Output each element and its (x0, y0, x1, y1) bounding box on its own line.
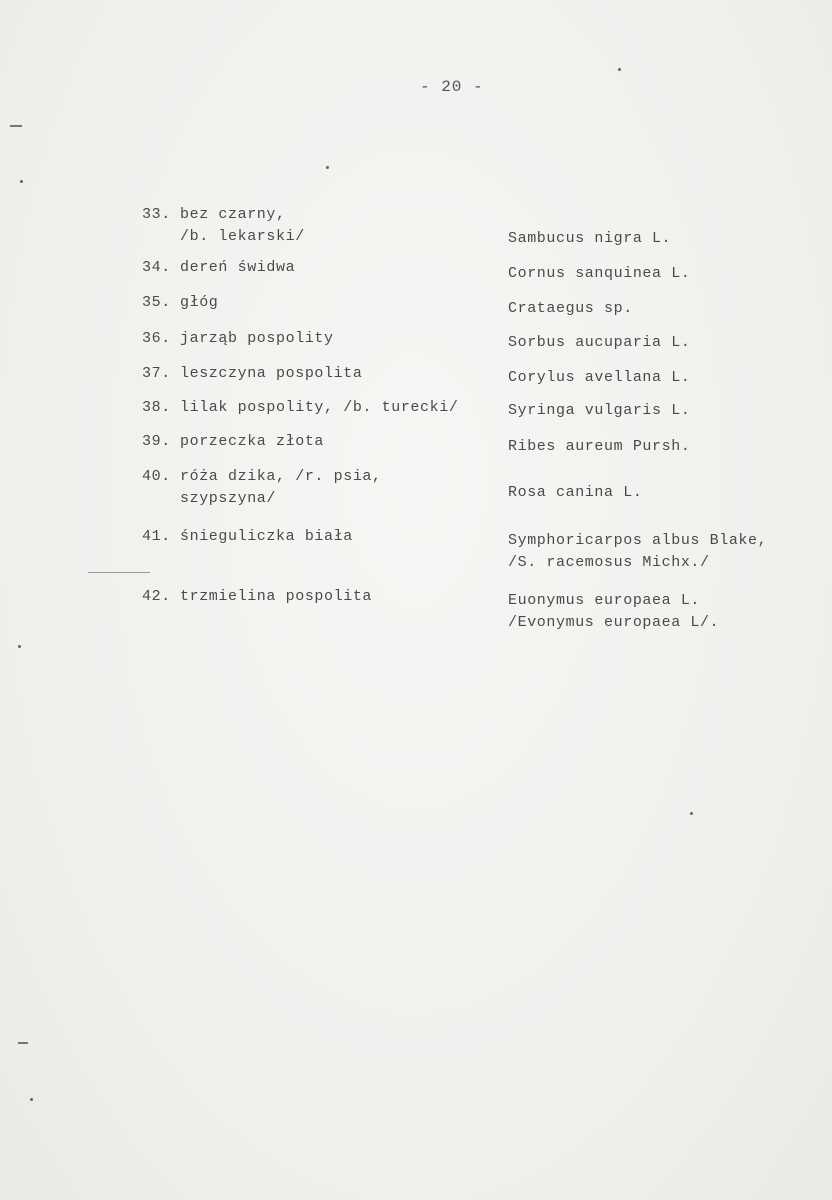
entry-number: 37. (142, 365, 171, 382)
scan-speck (30, 1098, 33, 1101)
entry-37-polish (142, 363, 362, 385)
latin-name: Symphoricarpos albus Blake, (508, 532, 768, 549)
polish-name: porzeczka złota (180, 433, 325, 450)
entry-number: 36. (142, 330, 171, 347)
polish-name-alt: szypszyna/ (180, 490, 277, 507)
polish-name: śnieguliczka biała (180, 528, 353, 545)
entry-number: 38. (142, 399, 171, 416)
entry-41-latin (508, 530, 767, 574)
entry-number: 42. (142, 588, 171, 605)
polish-name: leszczyna pospolita (180, 365, 363, 382)
entry-number: 39. (142, 433, 171, 450)
entry-38-polish (142, 397, 458, 419)
entry-number: 35. (142, 294, 171, 311)
polish-name: jarząb pospolity (180, 330, 334, 347)
entry-34-polish (142, 257, 295, 279)
polish-name: trzmielina pospolita (180, 588, 373, 605)
entry-42-polish (142, 586, 372, 608)
entry-number: 40. (142, 468, 171, 485)
entry-39-latin: Ribes aureum Pursh. (508, 438, 691, 455)
entry-34-latin: Cornus sanquinea L. (508, 265, 691, 282)
scan-speck (20, 180, 23, 183)
polish-name-alt: /b. lekarski/ (180, 228, 305, 245)
scan-speck (690, 812, 693, 815)
polish-name: bez czarny, (180, 206, 286, 223)
scan-speck (618, 68, 621, 71)
polish-name: głóg (180, 294, 219, 311)
scan-mark (10, 125, 22, 127)
scan-mark (88, 572, 150, 573)
entry-42-latin (508, 590, 719, 634)
scan-speck (326, 166, 329, 169)
polish-name: róża dzika, /r. psia, (180, 468, 382, 485)
entry-number: 41. (142, 528, 171, 545)
entry-40-polish (142, 466, 382, 510)
polish-name: dereń świdwa (180, 259, 296, 276)
entry-35-latin: Crataegus sp. (508, 300, 633, 317)
scan-speck (18, 645, 21, 648)
entry-37-latin: Corylus avellana L. (508, 369, 691, 386)
entry-35-polish (142, 292, 218, 314)
entry-number: 33. (142, 206, 171, 223)
latin-name: Euonymus europaea L. (508, 592, 701, 609)
latin-synonym: /S. racemosus Michx./ (508, 554, 710, 571)
scan-mark (18, 1042, 28, 1044)
polish-name: lilak pospolity, /b. turecki/ (180, 399, 459, 416)
entry-39-polish (142, 431, 324, 453)
latin-synonym: /Evonymus europaea L/. (508, 614, 720, 631)
entry-36-latin: Sorbus aucuparia L. (508, 334, 691, 351)
entry-33-latin: Sambucus nigra L. (508, 230, 672, 247)
entry-number: 34. (142, 259, 171, 276)
entry-36-polish (142, 328, 334, 350)
entry-41-polish (142, 526, 353, 548)
entry-33-polish (142, 204, 305, 248)
entry-38-latin: Syringa vulgaris L. (508, 402, 691, 419)
page-number: - 20 - (420, 78, 484, 96)
entry-40-latin: Rosa canina L. (508, 484, 643, 501)
